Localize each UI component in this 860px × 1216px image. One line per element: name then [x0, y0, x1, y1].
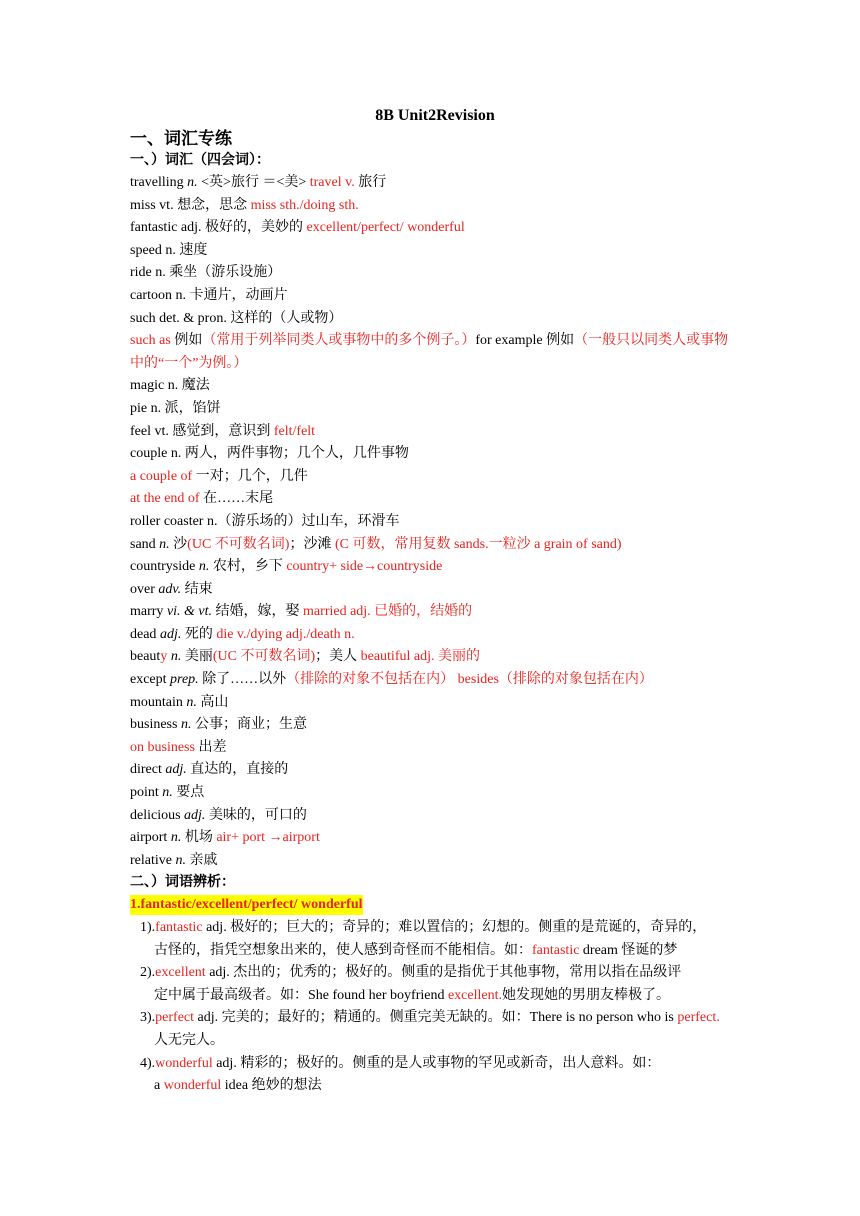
vocab-entry-sand: sand n. 沙(UC 不可数名词)；沙滩 (C 可数，常用复数 sands.一粒沙 a grain of sand) [130, 536, 622, 552]
vocab-entry-a-couple-of: a couple of 一对；几个，几件 [130, 468, 308, 484]
document-page [130, 104, 740, 1098]
definition-excellent: 2).excellent adj. 杰出的；优秀的；极好的。侧重的是指优于其他事物，常用以指在品级评 [140, 965, 682, 981]
vocab-entry-marry: marry vi. & vt. 结婚，嫁，娶 married adj. 已婚的，结婚的 [130, 604, 473, 620]
definition-wonderful: 4).wonderful adj. 精彩的；极好的。侧重的是人或事物的罕见或新奇，出人意料。如： [140, 1055, 661, 1071]
vocab-entry-travelling: travelling n. <英>旅行 ＝<美> travel v. 旅行 [130, 175, 387, 190]
highlighted-word-group: 1.fantastic/excellent/perfect/ wonderful [130, 895, 363, 915]
vocab-entry-point: point n. 要点 [130, 785, 205, 801]
vocab-entry-airport: airport n. 机场 air+ port →airport [130, 830, 320, 846]
definition-perfect: 3).perfect adj. 完美的；最好的；精通的。侧重完美无缺的。如：There is no person who is perfect. [140, 1010, 720, 1026]
vocab-entry-dead: dead adj. 死的 die v./dying adj./death n. [130, 626, 355, 642]
vocab-entry-pie: pie n. 派，馅饼 [130, 400, 221, 416]
vocab-entry-miss: miss vt. 想念，思念 miss sth./doing sth. [130, 197, 359, 213]
vocab-entry-direct: direct adj. 直达的，直接的 [130, 762, 289, 778]
subsection-heading-discrimination: 二、）词语辨析： [130, 875, 235, 891]
vocab-entry-on-business: on business 出差 [130, 739, 227, 755]
vocab-entry-beauty: beauty n. 美丽(UC 不可数名词)；美人 beautiful adj. 美丽的 [130, 649, 480, 665]
definition-fantastic: 1).fantastic adj. 极好的；巨大的；奇异的；难以置信的；幻想的。侧重的是荒诞的，奇异的， [140, 920, 707, 935]
vocab-entry-delicious: delicious adj. 美味的，可口的 [130, 807, 307, 823]
vocab-entry-cartoon: cartoon n. 卡通片，动画片 [130, 287, 288, 303]
page-title: 8B Unit2Revision [375, 107, 495, 124]
vocab-entry-feel: feel vt. 感觉到，意识到 felt/felt [130, 423, 316, 439]
definition-perfect-cont: 人无完人。 [154, 1032, 224, 1048]
vocab-entry-fantastic: fantastic adj. 极好的，美妙的 excellent/perfect/ wonderful [130, 220, 465, 236]
vocab-entry-countryside: countryside n. 农村，乡下 country+ side→countryside [130, 559, 443, 575]
subsection-heading-words: 一、）词汇（四会词）： [130, 153, 270, 168]
vocab-entry-except: except prep. 除了……以外（排除的对象不包括在内） besides（排除的对象包括在内） [130, 672, 653, 688]
vocab-entry-roller-coaster: roller coaster n.（游乐场的）过山车，环滑车 [130, 513, 400, 529]
vocab-entry-magic: magic n. 魔法 [130, 378, 210, 394]
vocab-entry-such: such det. & pron. 这样的（人或物） [130, 310, 343, 326]
vocab-entry-ride: ride n. 乘坐（游乐设施） [130, 265, 282, 281]
definition-wonderful-example: a wonderful idea 绝妙的想法 [154, 1078, 322, 1094]
vocab-entry-speed: speed n. 速度 [130, 242, 208, 258]
vocab-entry-business: business n. 公事；商业；生意 [130, 717, 307, 733]
vocab-entry-relative: relative n. 亲戚 [130, 852, 218, 868]
definition-excellent-cont: 定中属于最高级者。如：She found her boyfriend excellent.她发现她的男朋友棒极了。 [154, 987, 670, 1003]
definition-fantastic-cont: 古怪的，指凭空想象出来的，使人感到奇怪而不能相信。如：fantastic dream 怪诞的梦 [154, 942, 678, 958]
discrimination-heading [130, 894, 740, 917]
vocab-entry-at-the-end-of: at the end of 在……末尾 [130, 491, 274, 507]
section-heading-vocabulary: 一、词汇专练 [130, 129, 232, 148]
vocab-entry-over: over adv. 结束 [130, 581, 213, 597]
vocab-entry-such-as: such as 例如（常用于列举同类人或事物中的多个例子。）for example 例如（一般只以同类人或事物中的“一个”为例。） [130, 333, 729, 371]
vocab-entry-mountain: mountain n. 高山 [130, 694, 229, 710]
vocab-entry-couple: couple n. 两人，两件事物；几个人，几件事物 [130, 446, 409, 462]
